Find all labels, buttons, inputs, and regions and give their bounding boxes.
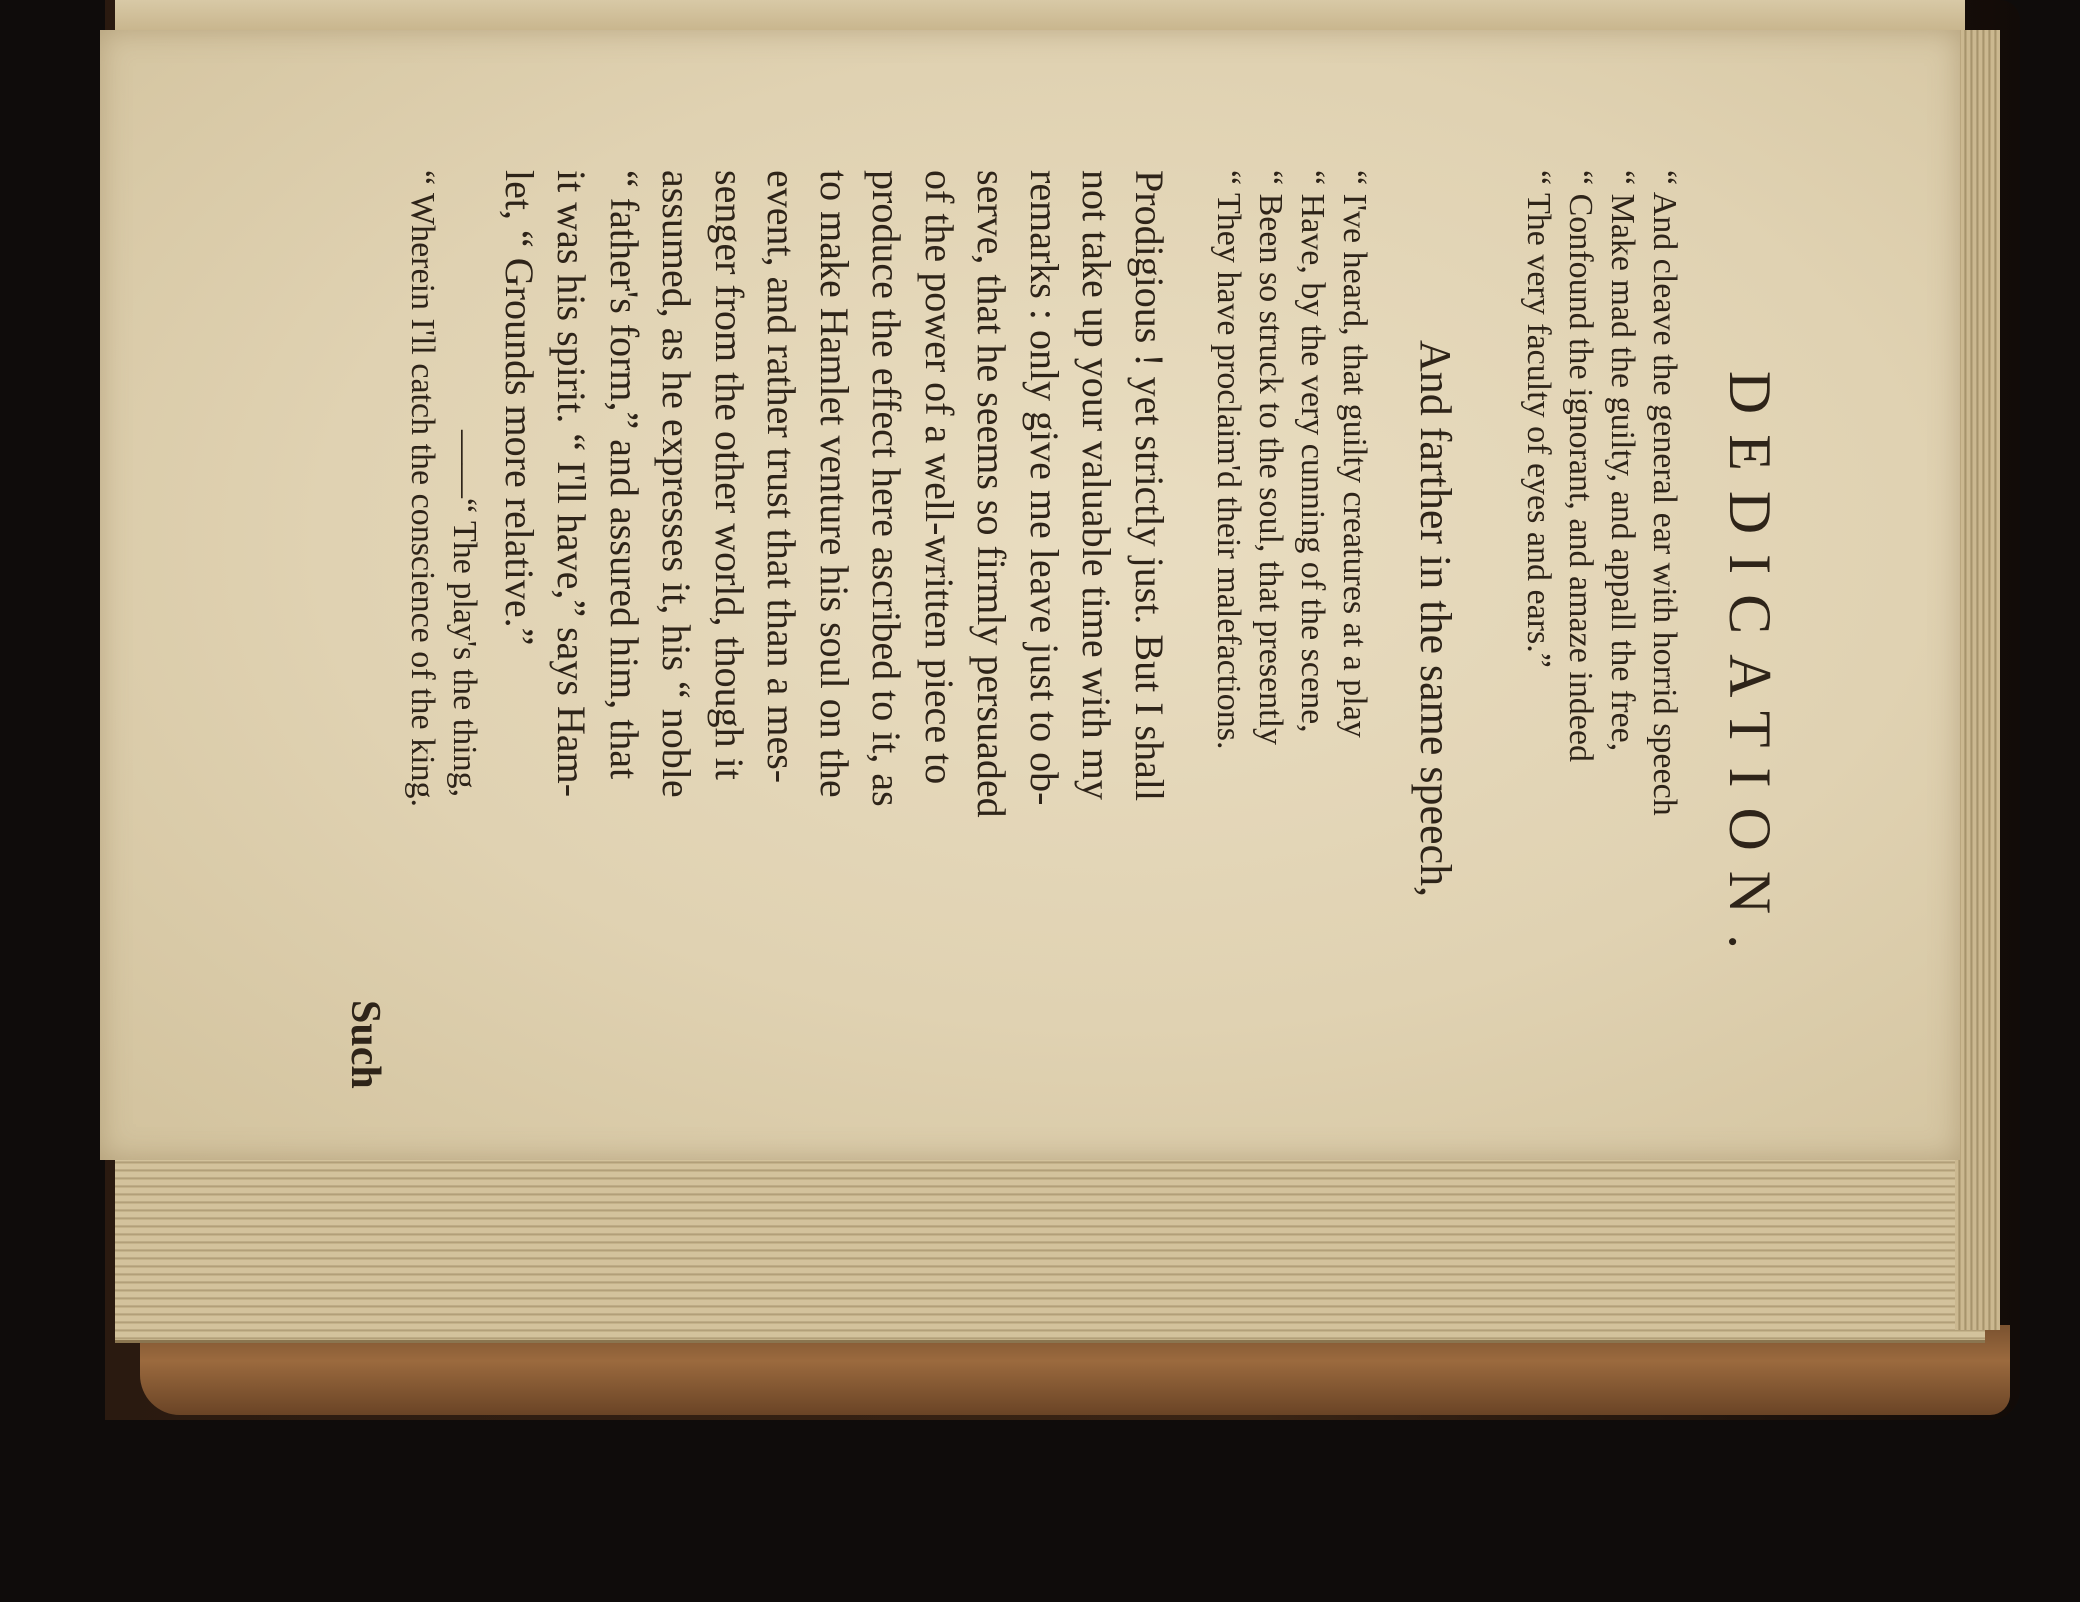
prose-line: to make Hamlet venture his soul on the bbox=[812, 170, 857, 798]
prose-line: event, and rather trust that than a mes- bbox=[759, 170, 805, 784]
section-heading: And farther in the same speech, bbox=[1411, 340, 1460, 898]
verse-line: “ I've heard, that guilty creatures at a play bbox=[1336, 170, 1373, 738]
page-header: DEDICATION. bbox=[1717, 370, 1783, 970]
verse-line: “ Wherein I'll catch the conscience of the king. bbox=[404, 170, 441, 808]
prose-line: Prodigious ! yet strictly just. But I shall bbox=[1127, 170, 1172, 802]
prose-line: “ father's form,” and assured him, that bbox=[602, 170, 647, 780]
verse-line: “ Make mad the guilty, and appall the free, bbox=[1604, 170, 1641, 752]
verse-line: “ Been so struck to the soul, that presently bbox=[1252, 170, 1289, 746]
rotated-page-text bbox=[320, 170, 1795, 1170]
prose-line: serve, that he seems so firmly persuaded bbox=[969, 170, 1015, 818]
prose-line: senger from the other world, though it bbox=[707, 170, 752, 780]
verse-line: “ The very faculty of eyes and ears.” bbox=[1520, 170, 1557, 668]
prose-paragraph bbox=[493, 170, 1176, 1170]
verse-line: “ They have proclaim'd their malefactions. bbox=[1210, 170, 1247, 750]
prose-line: let, “ Grounds more relative.” bbox=[497, 170, 542, 646]
verse-line: “ And cleave the general ear with horrid speech bbox=[1646, 170, 1683, 816]
verse-block-2 bbox=[1207, 170, 1375, 1170]
verse-line: ——“ The play's the thing, bbox=[446, 430, 483, 798]
prose-line: of the power of a well-written piece to bbox=[917, 170, 962, 785]
verse-line: “ Confound the ignorant, and amaze indeed bbox=[1562, 170, 1599, 762]
prose-line: assumed, as he expresses it, his “ noble bbox=[654, 170, 700, 798]
prose-line: remarks : only give me leave just to ob- bbox=[1022, 170, 1067, 806]
prose-line: produce the effect here ascribed to it, as bbox=[864, 170, 910, 807]
verse-block-3 bbox=[401, 170, 485, 1170]
catchword: Such bbox=[342, 1000, 388, 1089]
verse-line: “ Have, by the very cunning of the scene, bbox=[1294, 170, 1331, 733]
prose-line: it was his spirit. “ I'll have,” says Ham- bbox=[549, 170, 595, 798]
verse-block-1 bbox=[1517, 170, 1685, 1170]
prose-line: not take up your valuable time with my bbox=[1074, 170, 1120, 800]
